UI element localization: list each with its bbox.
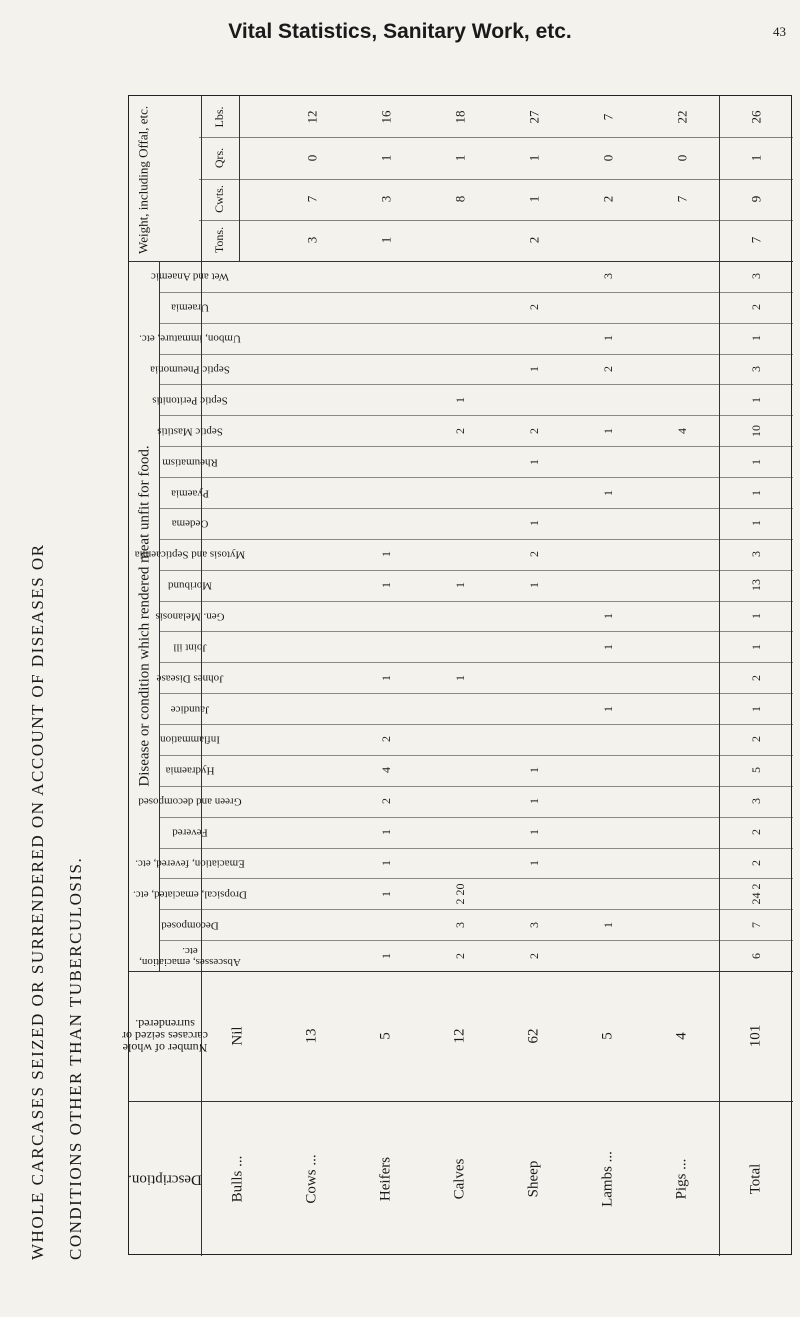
disease-count: 2 bbox=[749, 304, 763, 311]
weight-value: 12 bbox=[304, 110, 320, 124]
disease-row-divider bbox=[159, 539, 793, 540]
disease-count: 1 bbox=[527, 767, 541, 774]
disease-row-divider bbox=[159, 909, 793, 910]
disease-count: 2 bbox=[527, 427, 541, 434]
weight-value: 1 bbox=[452, 154, 468, 162]
row-label: Cows ... bbox=[303, 1153, 320, 1204]
disease-label: Green and decomposed bbox=[138, 795, 242, 808]
disease-count: 1 bbox=[453, 674, 467, 681]
weight-header: Tons. bbox=[212, 227, 226, 254]
disease-count: 2 20 bbox=[453, 883, 467, 905]
running-head-title: Vital Statistics, Sanitary Work, etc. bbox=[228, 20, 572, 43]
disease-count: 3 bbox=[601, 273, 615, 280]
disease-count: 1 bbox=[527, 859, 541, 866]
disease-count: 1 bbox=[527, 829, 541, 836]
disease-label: Rheumatism bbox=[162, 456, 218, 469]
disease-row-divider bbox=[159, 817, 793, 818]
weight-value: 1 bbox=[526, 195, 542, 203]
disease-label: Mytosis and Septicaemia bbox=[134, 548, 246, 561]
disease-row-divider bbox=[159, 508, 793, 509]
row-label: Pigs ... bbox=[673, 1158, 690, 1199]
disease-label: Gen. Melanosis bbox=[155, 610, 225, 623]
disease-row-divider bbox=[159, 354, 793, 355]
disease-count: 2 bbox=[379, 736, 393, 743]
disease-row-divider bbox=[159, 755, 793, 756]
side-title-line2: CONDITIONS OTHER THAN TUBERCULOSIS. bbox=[66, 856, 85, 1260]
disease-count: 1 bbox=[749, 705, 763, 712]
disease-count: 1 bbox=[527, 366, 541, 373]
disease-label: Hydraemia bbox=[165, 764, 215, 777]
disease-count: 1 bbox=[749, 335, 763, 342]
weight-value: 1 bbox=[378, 154, 394, 162]
disease-count: 1 bbox=[749, 643, 763, 650]
disease-count: 1 bbox=[527, 798, 541, 805]
disease-count: 4 bbox=[379, 767, 393, 774]
band-divider bbox=[129, 971, 793, 972]
disease-count: 1 bbox=[527, 582, 541, 589]
disease-row-divider bbox=[159, 292, 793, 293]
number-header: Number of whole carcases seized or surrendered. bbox=[122, 1017, 208, 1055]
disease-row-divider bbox=[159, 631, 793, 632]
disease-label: Jaundice bbox=[170, 703, 210, 716]
disease-row-divider bbox=[159, 724, 793, 725]
band-divider bbox=[129, 1101, 793, 1102]
disease-label: Oedema bbox=[171, 517, 209, 530]
disease-row-divider bbox=[159, 693, 793, 694]
carcase-count: 4 bbox=[673, 1032, 690, 1040]
disease-row-divider bbox=[159, 662, 793, 663]
disease-count: 1 bbox=[601, 613, 615, 619]
disease-count: 1 bbox=[749, 613, 763, 619]
disease-count: 3 bbox=[749, 551, 763, 558]
disease-count: 1 bbox=[527, 520, 541, 527]
carcase-count: 13 bbox=[303, 1028, 320, 1044]
disease-count: 1 bbox=[601, 921, 615, 928]
row-label: Lambs ... bbox=[599, 1150, 616, 1207]
disease-label: Dropsical, emaciated, etc. bbox=[133, 888, 247, 901]
disease-row-divider bbox=[159, 601, 793, 602]
disease-row-divider bbox=[159, 384, 793, 385]
disease-count: 1 bbox=[453, 396, 467, 403]
disease-count: 1 bbox=[453, 582, 467, 589]
weight-value: 7 bbox=[600, 113, 616, 120]
disease-count: 1 bbox=[601, 489, 615, 496]
weight-label-divider bbox=[239, 96, 240, 261]
disease-label: Septic Pneumonia bbox=[150, 363, 230, 376]
weight-value: 18 bbox=[452, 110, 468, 124]
row-label: Bulls ... bbox=[229, 1155, 246, 1202]
weight-value: 7 bbox=[674, 195, 690, 203]
disease-group-header: Disease or condition which rendered meat unfit for food. bbox=[136, 445, 153, 787]
disease-row-divider bbox=[159, 878, 793, 879]
disease-label: Joint ill bbox=[173, 641, 207, 654]
disease-row-divider bbox=[159, 570, 793, 571]
disease-label: Inflammation bbox=[160, 733, 220, 746]
disease-label: Wet and Anaemic bbox=[151, 270, 229, 283]
disease-count: 3 bbox=[749, 366, 763, 373]
weight-header: Qrs. bbox=[212, 147, 226, 169]
disease-count: 3 bbox=[749, 273, 763, 280]
weight-value: 1 bbox=[748, 154, 764, 162]
weight-row-divider bbox=[199, 137, 793, 138]
total-column-divider bbox=[719, 96, 720, 1256]
weight-row-divider bbox=[199, 179, 793, 180]
disease-label: Umbon, immature, etc. bbox=[139, 332, 241, 345]
carcase-count: 101 bbox=[747, 1024, 764, 1048]
disease-count: 1 bbox=[601, 643, 615, 650]
weight-value: 1 bbox=[526, 154, 542, 162]
disease-count: 2 bbox=[379, 798, 393, 805]
weight-value: 1 bbox=[378, 237, 394, 244]
disease-count: 5 bbox=[749, 767, 763, 774]
row-label: Sheep bbox=[525, 1160, 542, 1197]
disease-label: Johnes Disease bbox=[156, 672, 224, 685]
weight-header: Cwts. bbox=[212, 185, 226, 213]
weight-value: 27 bbox=[526, 110, 542, 124]
disease-count: 24 2 bbox=[749, 883, 763, 905]
weight-value: 0 bbox=[674, 154, 690, 162]
weight-value: 22 bbox=[674, 110, 690, 124]
weight-group-header: Weight, including Offal, etc. bbox=[135, 105, 151, 254]
disease-count: 3 bbox=[453, 921, 467, 928]
weight-value: 3 bbox=[304, 237, 320, 244]
disease-label: Emaciation, fevered, etc. bbox=[135, 857, 245, 870]
weight-value: 2 bbox=[600, 195, 616, 203]
carcase-count: Nil bbox=[229, 1026, 246, 1046]
disease-label: Septic Mastitis bbox=[157, 425, 223, 438]
weight-value: 8 bbox=[452, 195, 468, 203]
disease-count: 2 bbox=[527, 551, 541, 558]
disease-count: 1 bbox=[749, 489, 763, 496]
disease-count: 1 bbox=[749, 520, 763, 527]
weight-value: 3 bbox=[378, 195, 394, 203]
weight-value: 9 bbox=[748, 195, 764, 203]
weight-value: 7 bbox=[304, 195, 320, 203]
disease-count: 1 bbox=[749, 396, 763, 403]
disease-count: 1 bbox=[601, 335, 615, 342]
disease-count: 2 bbox=[527, 952, 541, 959]
disease-count: 1 bbox=[379, 582, 393, 589]
disease-label: Fevered bbox=[172, 826, 208, 839]
disease-count: 4 bbox=[675, 427, 689, 434]
disease-count: 1 bbox=[527, 458, 541, 465]
side-title-line1: WHOLE CARCASES SEIZED OR SURRENDERED ON ACCOUNT OF DISEASES OR bbox=[28, 543, 47, 1260]
weight-value: 0 bbox=[304, 154, 320, 162]
disease-count: 1 bbox=[379, 952, 393, 959]
disease-label: Moribund bbox=[168, 579, 212, 592]
disease-count: 13 bbox=[749, 579, 763, 592]
carcase-table bbox=[122, 95, 792, 1255]
row-label: Calves bbox=[451, 1158, 468, 1199]
disease-count: 2 bbox=[749, 674, 763, 681]
weight-value: 2 bbox=[526, 237, 542, 244]
disease-count: 2 bbox=[527, 304, 541, 311]
weight-value: 7 bbox=[748, 237, 764, 244]
disease-count: 1 bbox=[379, 674, 393, 681]
description-header: Description. bbox=[128, 1171, 202, 1187]
weight-header: Lbs. bbox=[212, 106, 226, 128]
disease-count: 3 bbox=[749, 798, 763, 805]
row-label: Heifers bbox=[377, 1156, 394, 1201]
disease-count: 6 bbox=[749, 952, 763, 959]
page-number: 43 bbox=[773, 24, 786, 39]
disease-count: 1 bbox=[749, 458, 763, 465]
disease-row-divider bbox=[159, 323, 793, 324]
carcase-count: 12 bbox=[451, 1028, 468, 1044]
disease-label: Septic Peritonitis bbox=[152, 394, 228, 407]
weight-value: 26 bbox=[748, 110, 764, 124]
disease-count: 10 bbox=[749, 424, 763, 437]
disease-row-divider bbox=[159, 446, 793, 447]
disease-row-divider bbox=[159, 940, 793, 941]
disease-count: 1 bbox=[379, 859, 393, 866]
disease-count: 1 bbox=[601, 705, 615, 712]
disease-count: 2 bbox=[749, 829, 763, 836]
disease-count: 1 bbox=[379, 890, 393, 897]
disease-row-divider bbox=[159, 848, 793, 849]
carcase-count: 5 bbox=[377, 1032, 394, 1040]
running-header bbox=[0, 20, 800, 46]
carcase-count: 5 bbox=[599, 1032, 616, 1040]
carcase-count: 62 bbox=[525, 1028, 542, 1044]
disease-row-divider bbox=[159, 786, 793, 787]
disease-count: 2 bbox=[749, 859, 763, 866]
row-label: Total bbox=[747, 1163, 764, 1194]
disease-label: Pyaemia bbox=[171, 487, 209, 500]
disease-label: Abscesses, emaciation, etc. bbox=[139, 944, 241, 968]
weight-value: 0 bbox=[600, 154, 616, 162]
disease-row-divider bbox=[159, 261, 793, 262]
disease-row-divider bbox=[159, 477, 793, 478]
disease-count: 2 bbox=[453, 427, 467, 434]
disease-label: Decomposed bbox=[161, 919, 219, 932]
disease-count: 3 bbox=[527, 921, 541, 928]
disease-count: 1 bbox=[601, 427, 615, 434]
disease-count: 1 bbox=[379, 551, 393, 558]
disease-count: 7 bbox=[749, 921, 763, 928]
disease-count: 2 bbox=[749, 736, 763, 743]
disease-count: 2 bbox=[601, 366, 615, 373]
disease-row-divider bbox=[159, 415, 793, 416]
weight-row-divider bbox=[199, 220, 793, 221]
weight-value: 16 bbox=[378, 110, 394, 124]
disease-count: 2 bbox=[453, 952, 467, 959]
disease-label: Uraemia bbox=[171, 301, 209, 314]
disease-count: 1 bbox=[379, 829, 393, 836]
